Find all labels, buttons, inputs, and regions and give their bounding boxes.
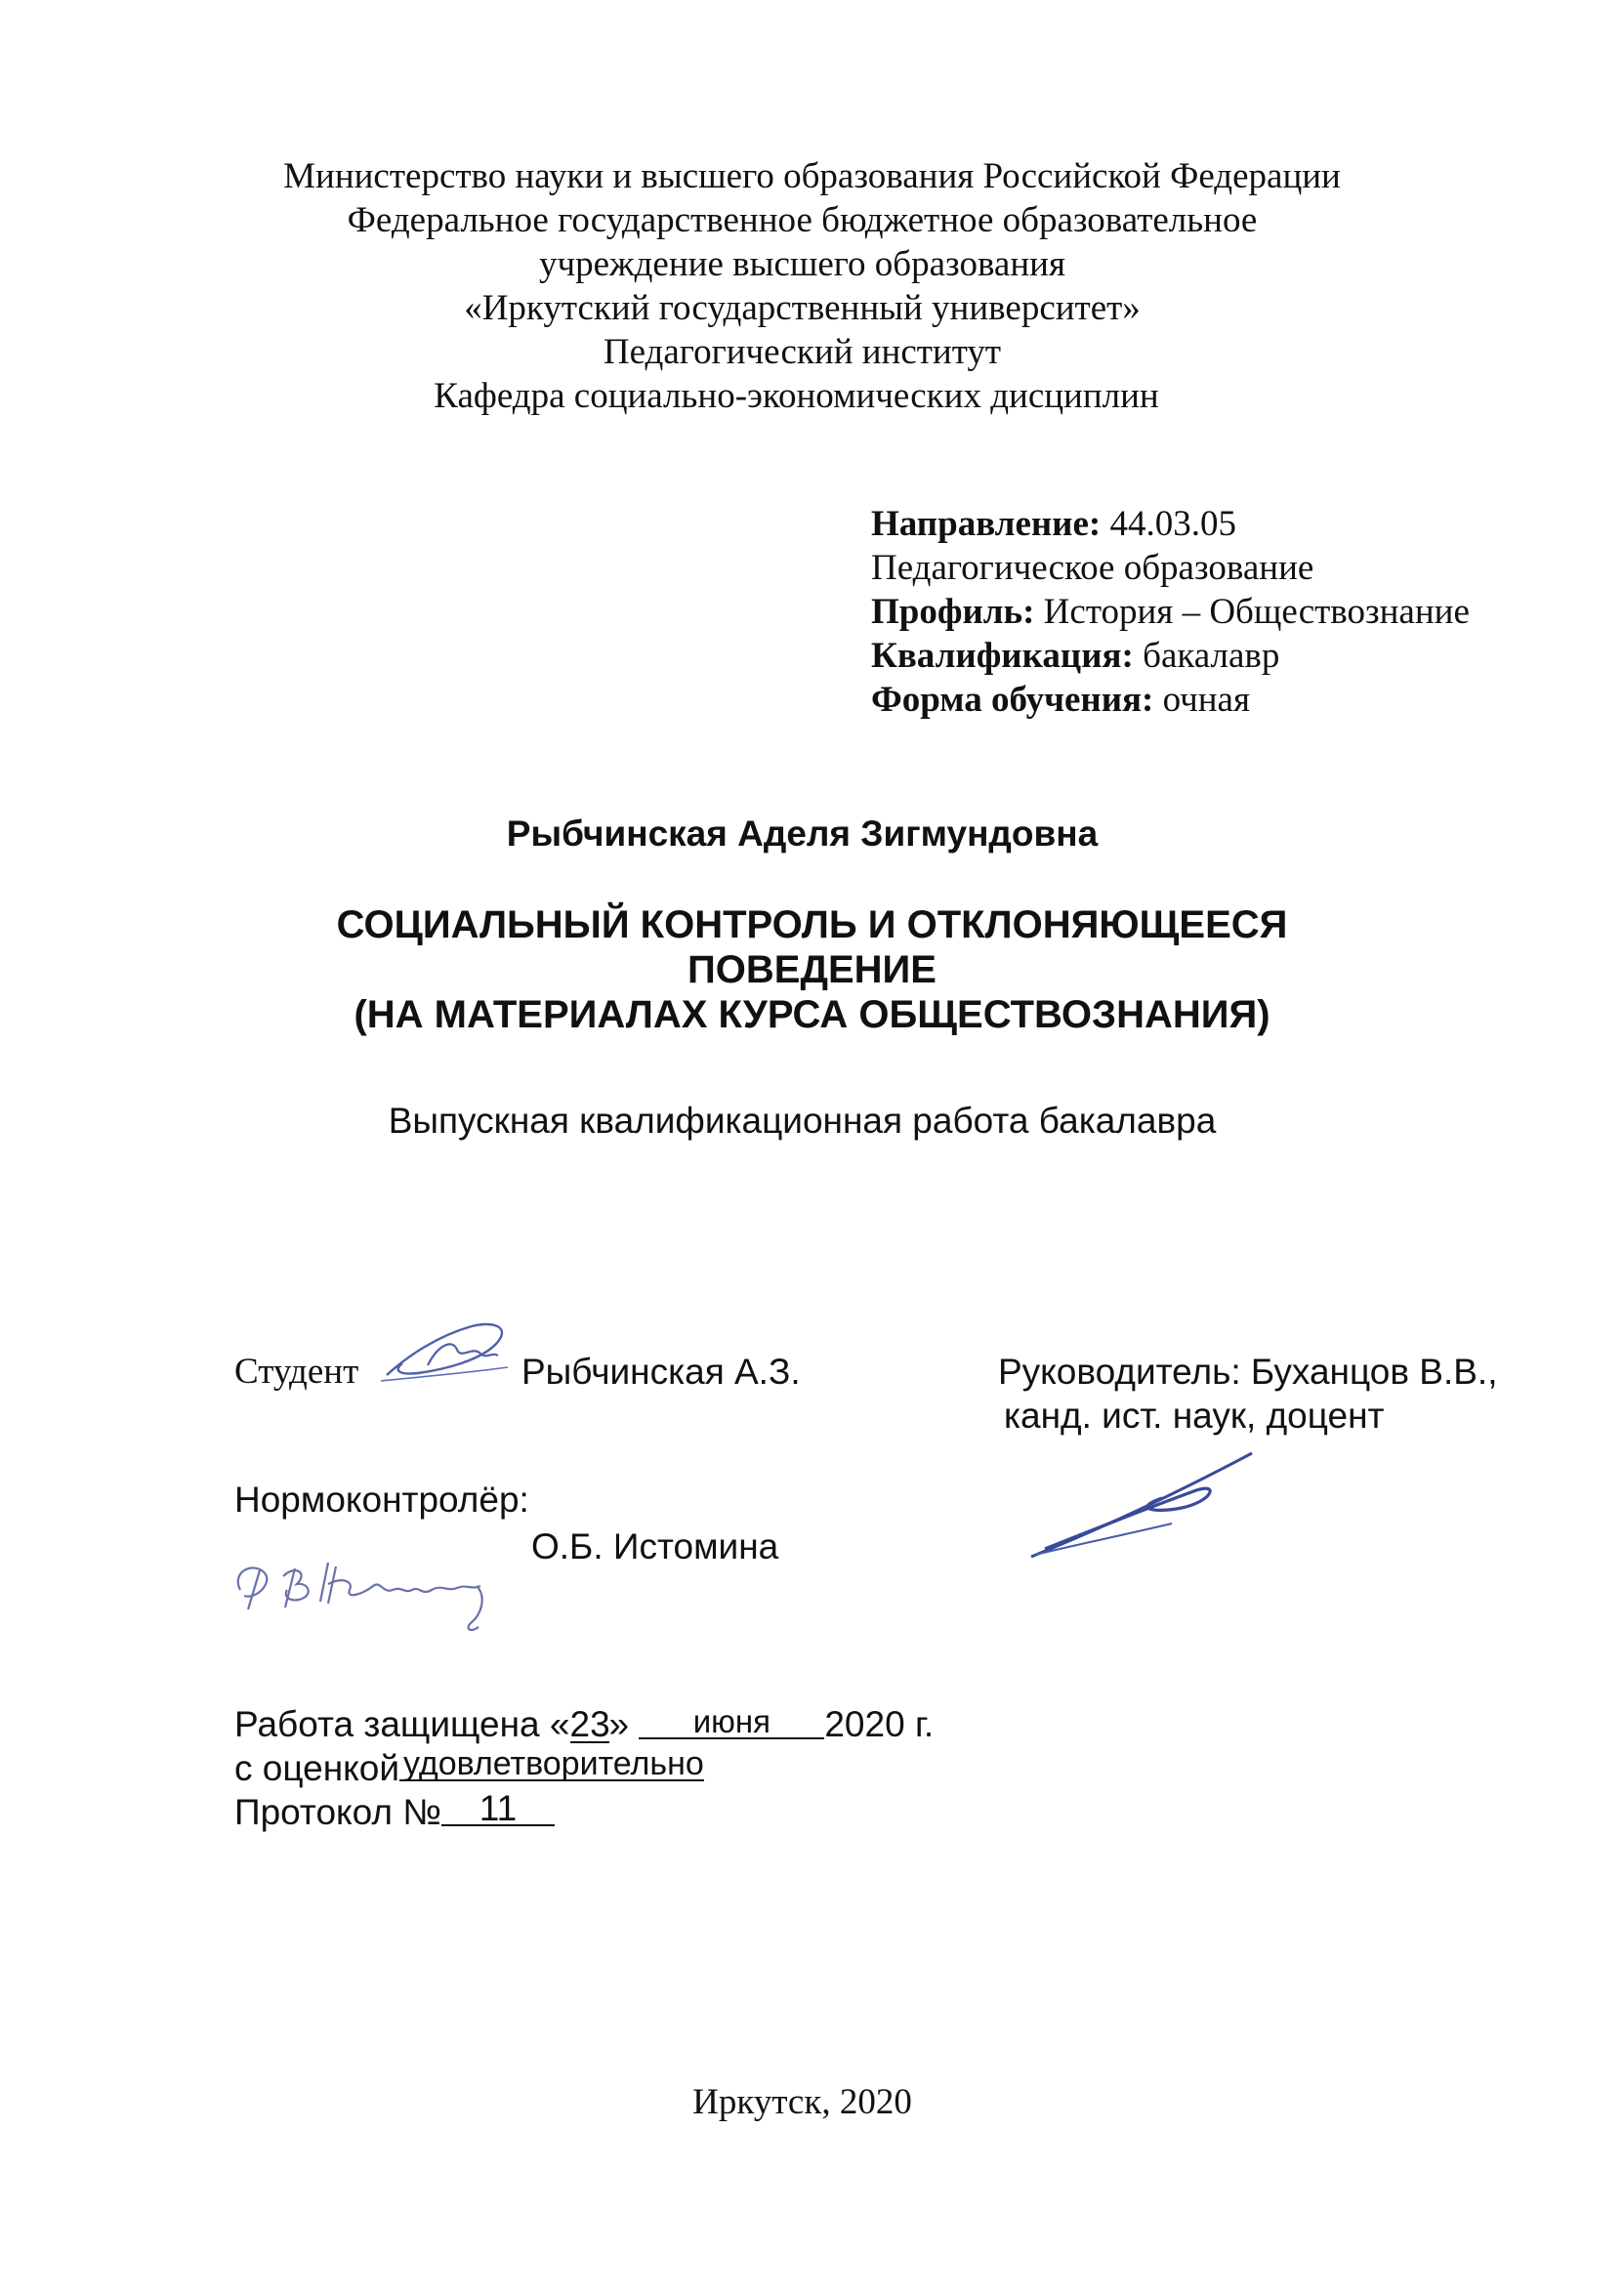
direction-code: 44.03.05: [1101, 504, 1236, 544]
student-name: Рыбчинская А.З.: [521, 1352, 801, 1392]
profile-label: Профиль:: [871, 592, 1035, 632]
defense-month: июня: [639, 1706, 824, 1739]
profile-value: История – Обществознание: [1034, 592, 1470, 632]
study-form-value: очная: [1153, 680, 1251, 720]
grade-row: [234, 1747, 704, 1790]
university-line-2: учреждение высшего образования: [539, 244, 1065, 284]
grade-prefix: с оценкой: [234, 1748, 399, 1788]
city-year: Иркутск, 2020: [692, 2082, 912, 2122]
thesis-title-line-2: ПОВЕДЕНИЕ: [687, 948, 937, 991]
study-form-row: [871, 678, 1250, 722]
student-label: Студент: [234, 1352, 359, 1392]
defense-day: 23: [569, 1704, 610, 1744]
normcontrol-signature-icon: [227, 1551, 520, 1639]
supervisor-label: Руководитель: Буханцов В.В.,: [998, 1352, 1498, 1392]
work-type: Выпускная квалификационная работа бакалавра: [388, 1101, 1217, 1141]
author-name: Рыбчинская Аделя Зигмундовна: [506, 814, 1099, 854]
defense-quote-close: »: [608, 1704, 630, 1744]
protocol-row: [234, 1788, 555, 1834]
supervisor-degree: канд. ист. наук, доцент: [1004, 1396, 1385, 1436]
normcontrol-name: О.Б. Истомина: [531, 1526, 779, 1566]
student-signature-icon: [379, 1316, 516, 1387]
university-name: «Иркутский государственный университет»: [464, 288, 1141, 328]
defended-prefix: Работа защищена «: [234, 1704, 570, 1744]
supervisor-signature-icon: [1025, 1447, 1260, 1565]
grade-value: удовлетворительно: [399, 1748, 704, 1781]
direction-row: [871, 502, 1236, 546]
qualification-row: [871, 634, 1279, 678]
thesis-title-line-3: (НА МАТЕРИАЛАХ КУРСА ОБЩЕСТВОЗНАНИЯ): [354, 993, 1270, 1036]
direction-name: Педагогическое образование: [871, 548, 1314, 588]
qualification-value: бакалавр: [1133, 636, 1280, 676]
direction-label: Направление:: [871, 504, 1102, 544]
thesis-title-line-1: СОЦИАЛЬНЫЙ КОНТРОЛЬ И ОТКЛОНЯЮЩЕЕСЯ: [336, 903, 1288, 946]
qualification-label: Квалификация:: [871, 636, 1134, 676]
ministry-line: Министерство науки и высшего образования Российской Федерации: [283, 156, 1341, 196]
study-form-label: Форма обучения:: [871, 680, 1154, 720]
defense-row: [234, 1703, 934, 1746]
protocol-prefix: Протокол №: [234, 1792, 441, 1832]
department-name: Кафедра социально-экономических дисциплин: [434, 376, 1159, 416]
university-line-1: Федеральное государственное бюджетное образовательное: [347, 200, 1258, 240]
normcontrol-label: Нормоконтролёр:: [234, 1480, 529, 1520]
profile-row: [871, 590, 1470, 634]
defense-year: 2020 г.: [824, 1704, 935, 1744]
protocol-number: 11: [441, 1793, 555, 1826]
institute-name: Педагогический институт: [603, 332, 1002, 372]
